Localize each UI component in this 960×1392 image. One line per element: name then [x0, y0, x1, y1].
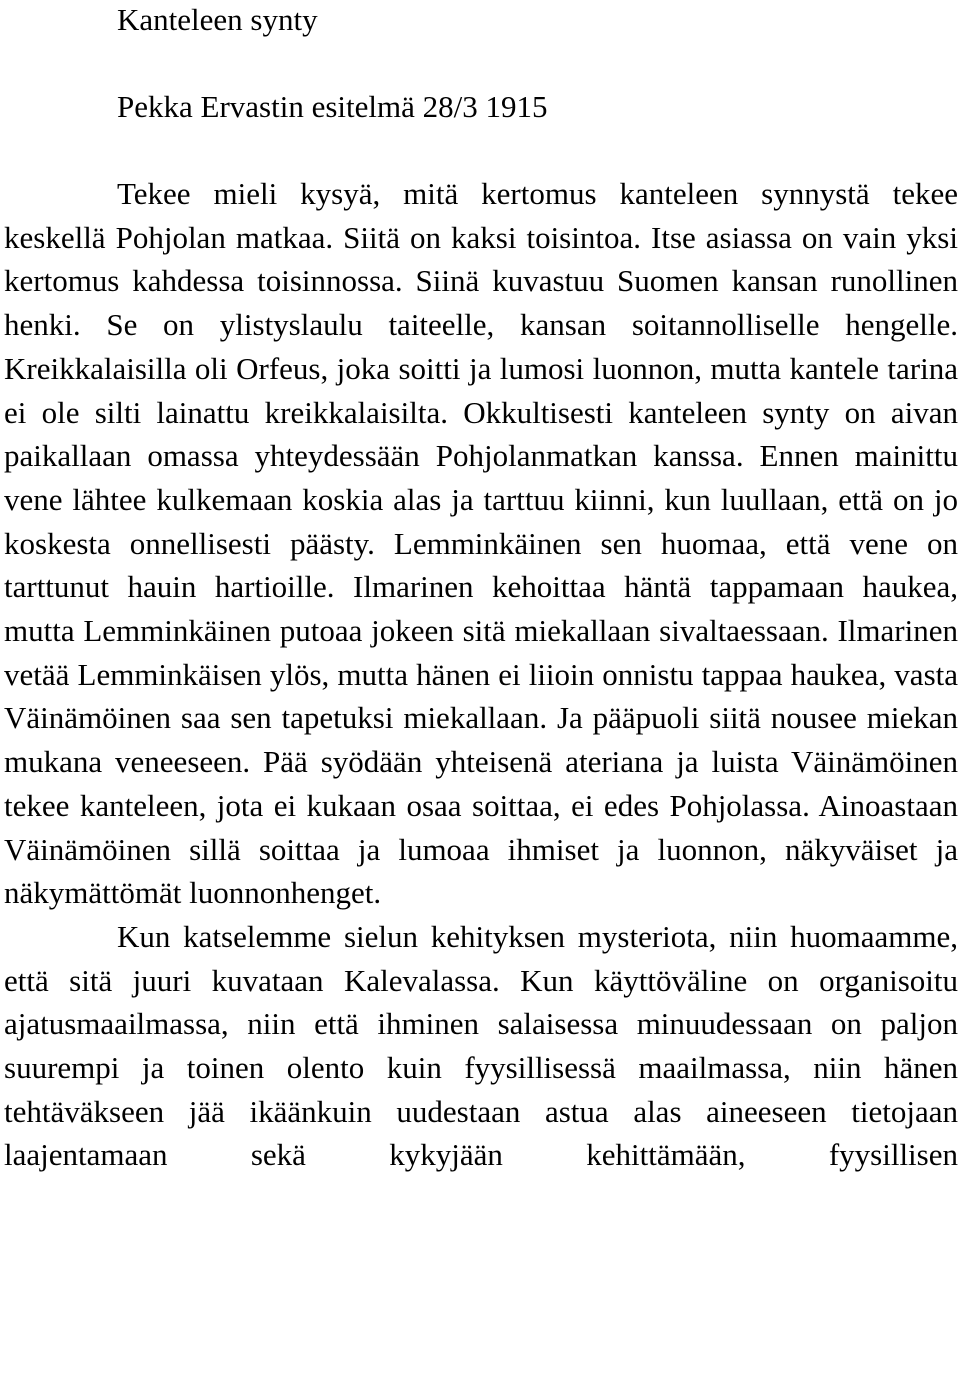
paragraph-1: Tekee mieli kysyä, mitä kertomus kanteleen synnystä tekee keskellä Pohjolan matkaa. Siitä on kaksi toisintoa. Itse asiassa on vain yksi kertomus kahdessa toisinnossa. Siinä kuvastuu Suomen kansan runollinen henki. Se on ylistyslaulu taiteelle, kansan soitannolliselle hengelle. Kreikkalaisilla oli Orfeus, joka soitti ja lumosi luonnon, mutta kantele tarina ei ole silti lainattu kreikkalaisilta. Okkultisesti kanteleen synty on aivan paikallaan omassa yhteydessään Pohjolanmatkan kanssa. Ennen mainittu vene lähtee kulkemaan koskia alas ja tarttuu kiinni, kun luullaan, että on jo koskesta onnellisesti päästy. Lemminkäinen sen huomaa, että vene on tarttunut hauin hartioille. Ilmarinen kehoittaa häntä tappamaan haukea, mutta Lemminkäinen putoaa jokeen sitä miekallaan sivaltaessaan. Ilmarinen vetää Lemminkäisen ylös, mutta hänen ei liioin onnistu tappaa haukea, vasta Väinämöinen saa sen tapetuksi miekallaan. Ja pääpuoli siitä nousee miekan mukana veneeseen. Pää syödään yhteisenä ateriana ja luista Väinämöinen tekee kanteleen, jota ei kukaan osaa soittaa, ei edes Pohjolassa. Ainoastaan Väinämöinen sillä soittaa ja lumoaa ihmiset ja luonnon, näkyväiset ja näkymättömät luonnonhenget.	[4, 176, 958, 911]
document-body	[4, 172, 958, 1177]
paragraph-2: Kun katselemme sielun kehityksen mysteriota, niin huomaamme, että sitä juuri kuvataan Kalevalassa. Kun käyttöväline on organisoitu ajatusmaailmassa, niin että ihminen salaisessa minuudessaan on paljon suurempi ja toinen olento kuin fyysillisessä maailmassa, niin hänen tehtäväkseen jää ikäänkuin uudestaan astua alas aineeseen tietojaan laajentamaan sekä kykyjään kehittämään, fyysillisen	[4, 918, 958, 1173]
document-subtitle: Pekka Ervastin esitelmä 28/3 1915	[117, 89, 548, 124]
document-title: Kanteleen synty	[117, 2, 318, 37]
